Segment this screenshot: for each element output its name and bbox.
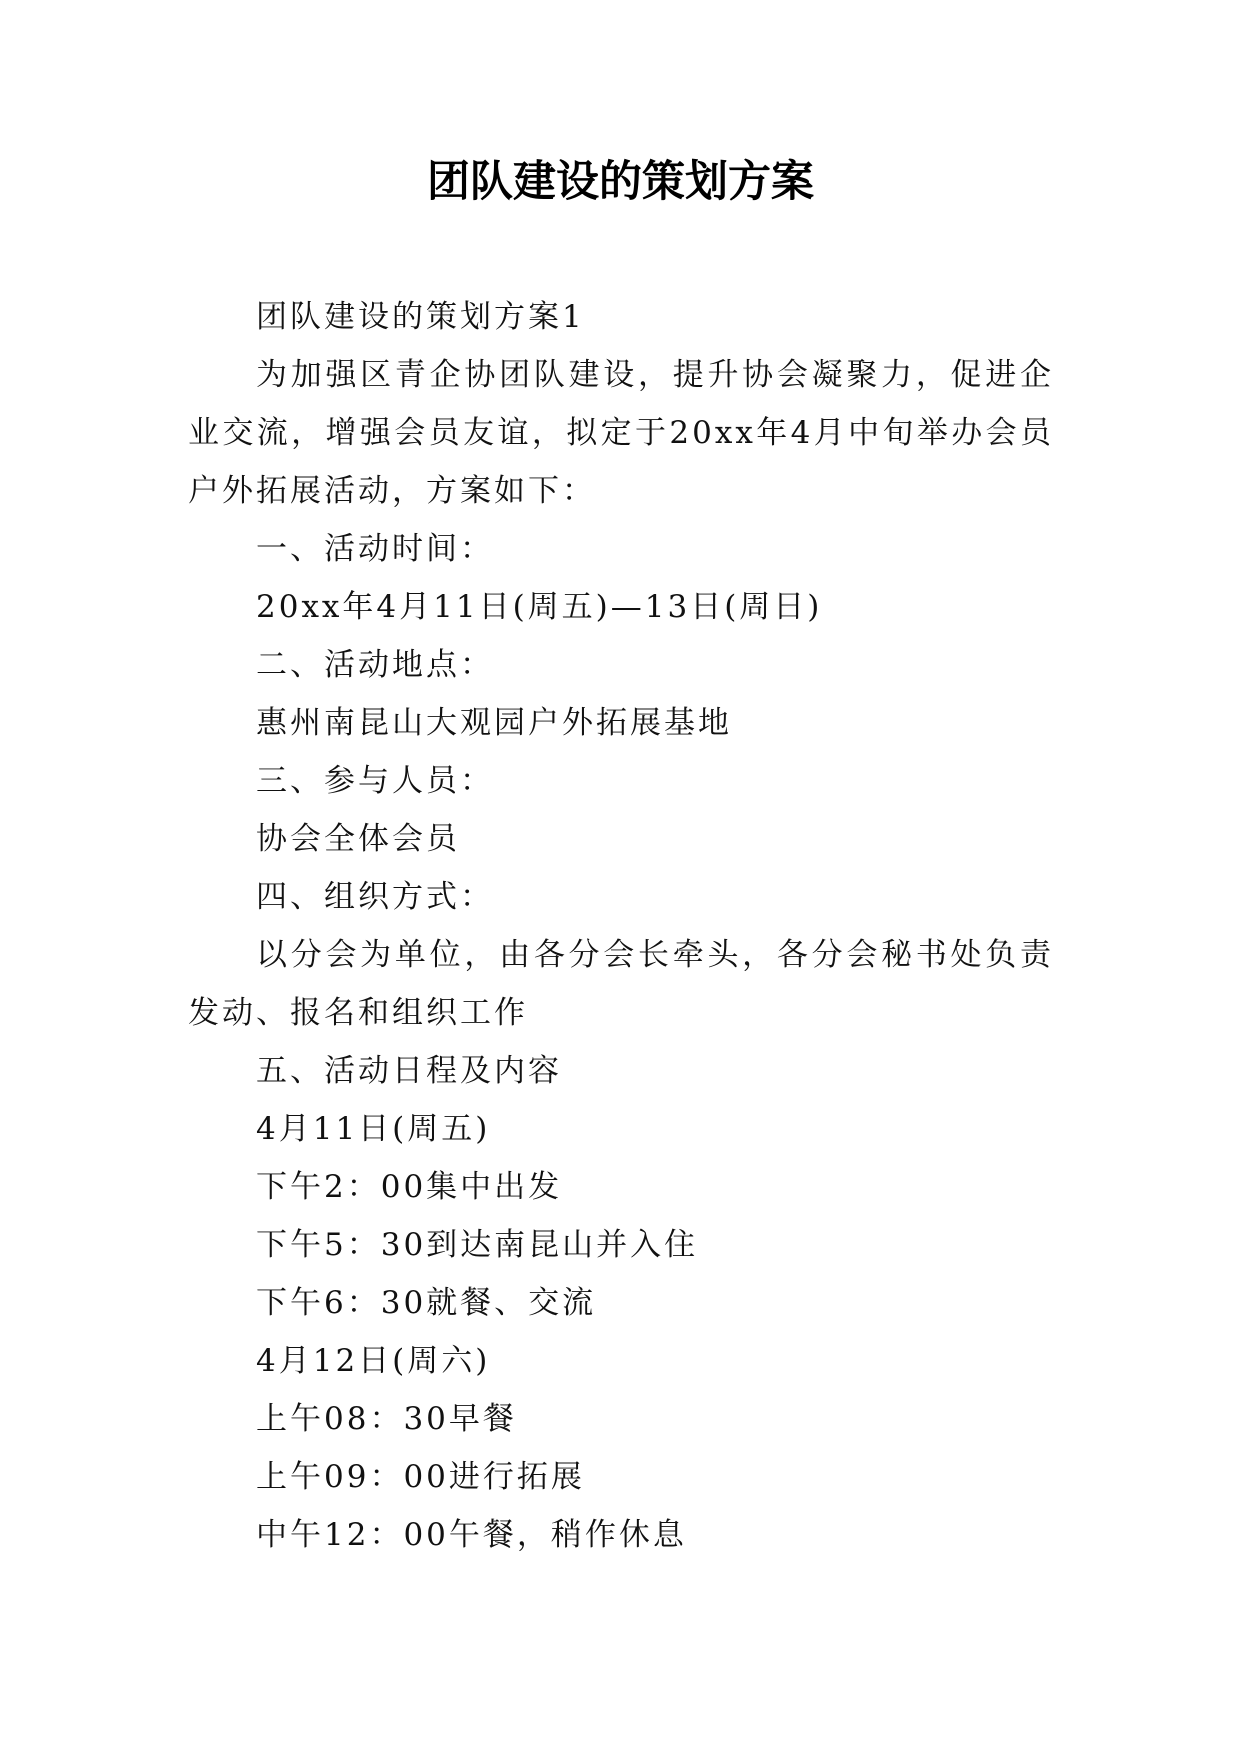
schedule-item: 下午2：00集中出发: [256, 1169, 563, 1205]
activity-time-value: 20xx年4月11日(周五)—13日(周日): [256, 589, 823, 625]
schedule-day-2: 4月12日(周六): [256, 1343, 491, 1379]
participants-value: 协会全体会员: [256, 821, 460, 857]
schedule-item: 上午09：00进行拓展: [256, 1459, 585, 1495]
activity-location-value: 惠州南昆山大观园户外拓展基地: [256, 705, 732, 741]
schedule-day-1: 4月11日(周五): [256, 1111, 491, 1147]
schedule-item: 上午08：30早餐: [256, 1401, 517, 1437]
heading-activity-location: 二、活动地点：: [256, 647, 494, 683]
document-title: 团队建设的策划方案: [427, 157, 814, 207]
section-heading-plan-1: 团队建设的策划方案1: [256, 299, 585, 335]
heading-activity-time: 一、活动时间：: [256, 531, 494, 567]
schedule-item: 中午12：00午餐，稍作休息: [256, 1517, 687, 1553]
heading-participants: 三、参与人员：: [256, 763, 494, 799]
heading-schedule: 五、活动日程及内容: [256, 1053, 562, 1089]
schedule-item: 下午5：30到达南昆山并入住: [256, 1227, 699, 1263]
document-body: [188, 288, 1054, 1564]
heading-organization: 四、组织方式：: [256, 879, 494, 915]
schedule-item: 下午6：30就餐、交流: [256, 1285, 597, 1321]
organization-value: 以分会为单位，由各分会长牵头，各分会秘书处负责发动、报名和组织工作: [188, 937, 1054, 1031]
intro-paragraph: 为加强区青企协团队建设，提升协会凝聚力，促进企业交流，增强会员友谊，拟定于20xx年4月中旬举办会员户外拓展活动，方案如下：: [188, 357, 1054, 509]
